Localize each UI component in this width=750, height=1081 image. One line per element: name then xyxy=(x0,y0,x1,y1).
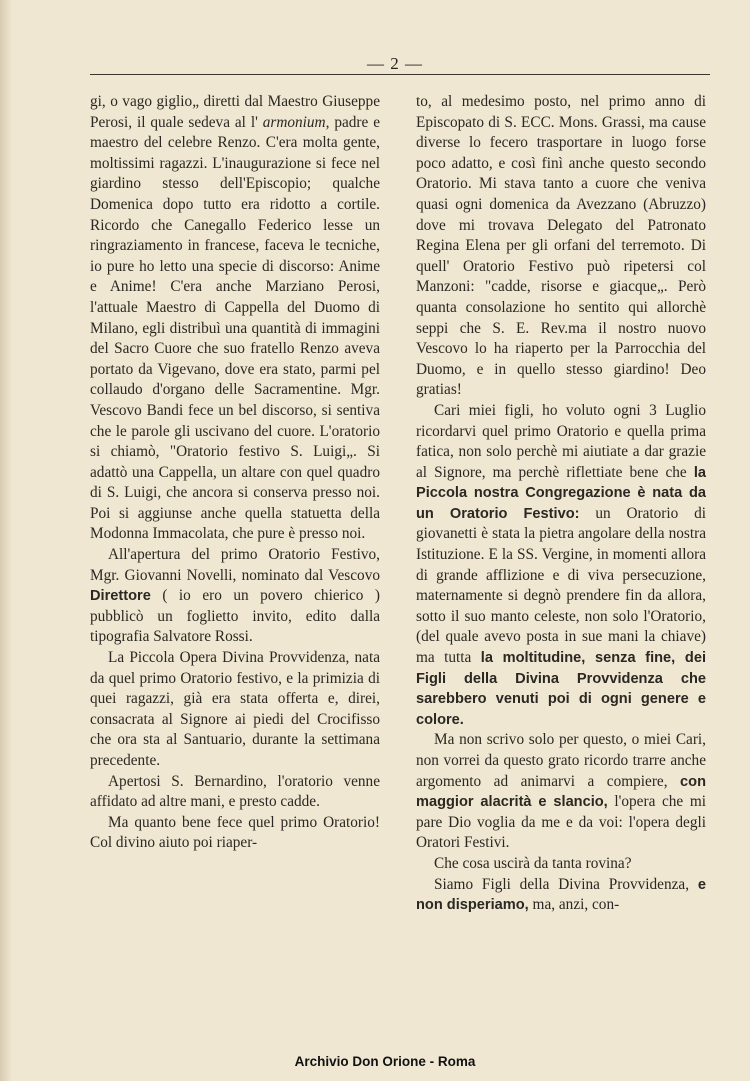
bold-text: la Piccola nostra Congregazione è nata da un Oratorio Festivo: xyxy=(416,464,706,522)
paragraph: Apertosi S. Bernardino, l'oratorio venne affidato ad altre mani, e presto cadde. xyxy=(90,772,380,811)
paragraph: Che cosa uscirà da tanta rovina? xyxy=(434,854,632,872)
bold-text: Direttore xyxy=(90,588,151,605)
right-column xyxy=(416,92,706,916)
bold-text: la moltitudine, senza fine, dei Figli della Divina Provvidenza che sarebbero venuti poi di ogni genere e colore. xyxy=(416,650,706,728)
bold-text: e non disperiamo, xyxy=(416,876,706,914)
paragraph: All'apertura del primo Oratorio Festivo, Mgr. Giovanni Novelli, nominato dal Vescovo Direttore ( io ero un povero chierico ) pubblicò un foglietto invito, edito dalla tipografia Salvatore Rossi. xyxy=(90,546,380,646)
paragraph: La Piccola Opera Divina Provvidenza, nata da quel primo Oratorio festivo, e la primizia di quei ragazzi, già era stata offerta e, direi, consacrata al Signore ai piedi del Crocifisso che ora sta al Santuario, durante la settimana precedente. xyxy=(90,649,380,769)
left-column xyxy=(90,92,380,854)
paragraph: Ma non scrivo solo per questo, o miei Cari, non vorrei da questo grato ricordo trarre anche argomento ad animarvi a compiere, con maggior alacrità e slancio, l'opera che mi pare Dio voglia da me e da voi: l'opera degli Oratori Festivi. xyxy=(416,731,707,852)
archive-footer: Archivio Don Orione - Roma xyxy=(294,1054,476,1069)
paragraph: Ma quanto bene fece quel primo Oratorio! Col divino aiuto poi riaper- xyxy=(90,813,380,852)
italic-text: armonium, xyxy=(262,113,330,131)
page-number: — 2 — xyxy=(367,54,423,73)
paragraph: to, al medesimo posto, nel primo anno di Episcopato di S. ECC. Mons. Grassi, ma cause diverse lo fecero trasportare in luogo forse poco adatto, e così finì anche questo secondo Oratorio. Mi stava tanto a cuore che veniva quasi ogni domenica da Avezzano (Abruzzo) dove mi trovava Delegato del Patronato Regina Elena per gli orfani del terremoto. Di quell' Oratorio Festivo può ripetersi col Manzoni: "cadde, risorse e giacque„. Però quanta consolazione ho sentito qui allorchè seppi che S. E. Rev.ma il nostro nuovo Vescovo lo ha riaperto per la Parrocchia del Duomo, e in quello stesso giardino! Deo gratias! xyxy=(416,93,706,399)
paragraph: Cari miei figli, ho voluto ogni 3 Luglio ricordarvi quel primo Oratorio e quella prima fatica, non solo perchè mi aiutiate a dar grazie al Signore, ma perchè riflettiate bene che la Piccola nostra Congregazione è nata da un Oratorio Festivo: un Oratorio di giovanetti è stata la pietra angolare della nostra Istituzione. E la SS. Vergine, in momenti allora di grande afflizione e di viva persecuzione, maternamente si degnò prendere fin da allora, sotto il suo manto celeste, non solo l'Oratorio, (del quale avevo posta in sue mani la chiave) ma tutta la moltitudine, senza fine, dei Figli della Divina Provvidenza che sarebbero venuti poi di ogni genere e colore. xyxy=(416,401,706,728)
bold-text: con maggior alacrità e slancio, xyxy=(416,773,706,811)
paragraph: Siamo Figli della Divina Provvidenza, e non disperiamo, ma, anzi, con- xyxy=(416,875,706,914)
page-edge-shadow xyxy=(0,0,12,1081)
paragraph: gi, o vago giglio„ diretti dal Maestro Giuseppe Perosi, il quale sedeva al l' armonium, padre e maestro del celebre Renzo. C'era molta gente, moltissimi ragazzi. L'inaugurazione si fece nel giardino stesso dell'Episcopio; qualche Domenica dopo tutto era ridotto a cortile. Ricordo che Canegallo Federico lesse un ringraziamento in francese, faceva le tecniche, io pure ho letto una specie di discorso: Anime e Anime! C'era anche Marziano Perosi, l'attuale Maestro di Cappella del Duomo di Milano, egli distribuì una quantità di immagini del Sacro Cuore che suo fratello Renzo aveva portato da Vigevano, dove era stato, parmi pel collaudo d'organo delle Sacramentine. Mgr. Vescovo Bandi fece un bel discorso, si sentiva che le parole gli uscivano del cuore. L'oratorio si chiamò, "Oratorio festivo S. Luigi„. Si adattò una Cappella, un altare con quel quadro di S. Luigi, che ancora si conserva presso noi. Poi si aggiunse anche quella statuetta della Modonna Immacolata, che pure è presso noi. xyxy=(90,93,380,543)
header-rule xyxy=(90,74,710,75)
